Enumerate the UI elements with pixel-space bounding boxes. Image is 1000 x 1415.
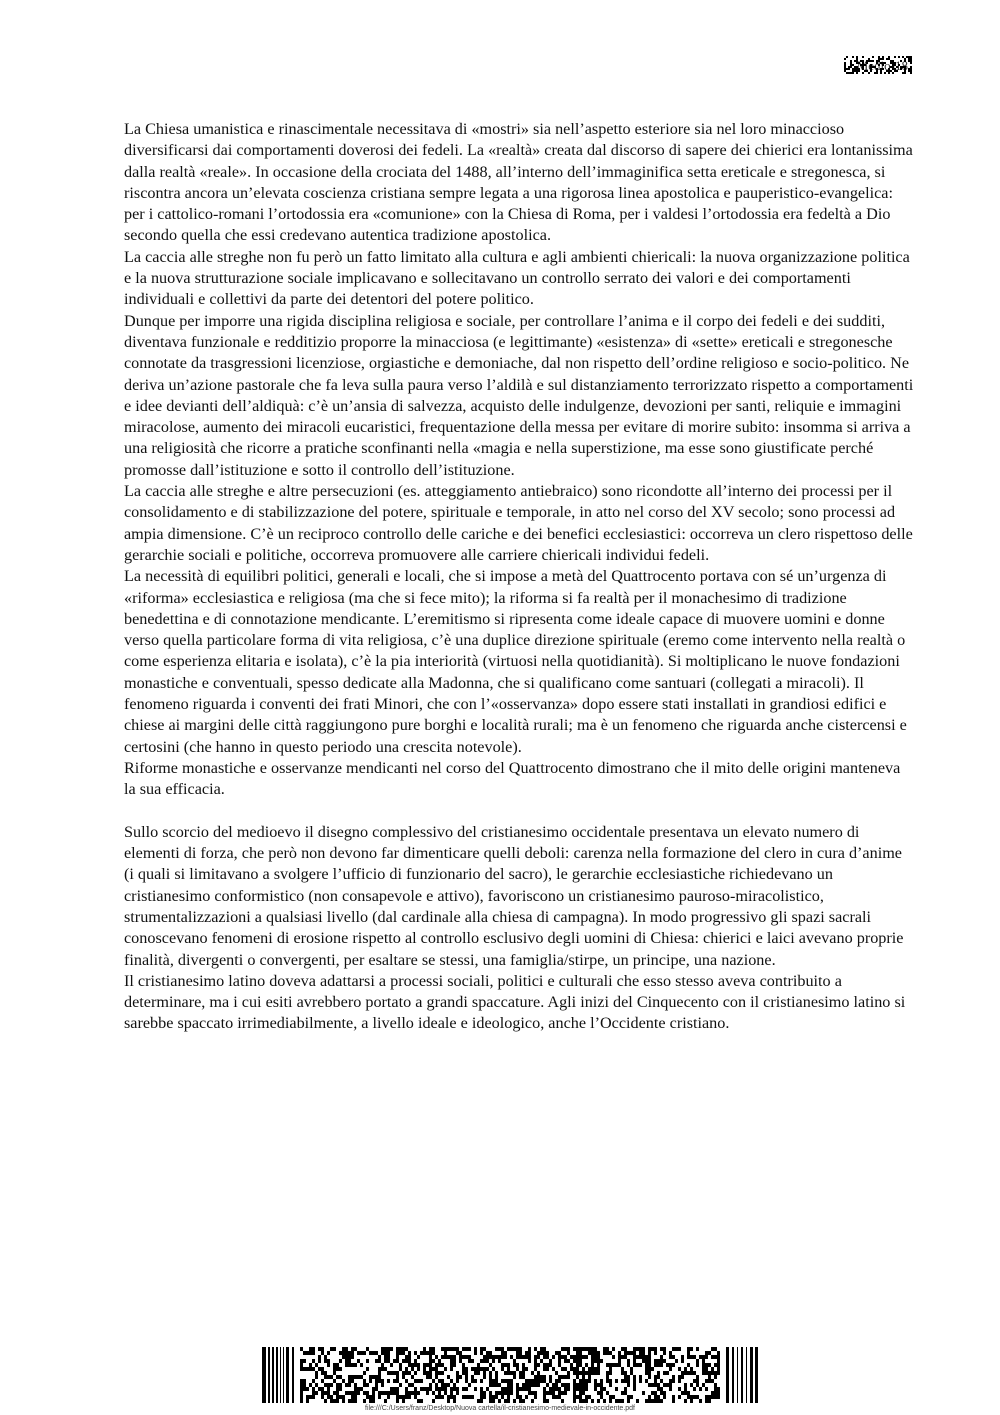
file-path: file:///C:/Users/franz/Desktop/Nuova cartella/il-cristianesimo-medievale-in-occidente.pdf — [365, 1405, 635, 1412]
document-body — [124, 119, 914, 1035]
paragraph: Dunque per imporre una rigida disciplina religiosa e sociale, per controllare l’anima e il corpo dei fedeli e dei sudditi, diventava funzionale e redditizio proporre la minacciosa (e legittimante) «esistenza» di «sette» ereticali e stregonesche connotate da trasgressioni licenziose, orgiastiche e demoniache, dal non rispetto dell’ordine religioso e socio-politico. Ne deriva un’azione pastorale che fa leva sulla paura verso l’aldilà e sul distanziamento terrorizzato rispetto a comportamenti e idee devianti dell’aldiquà: c’è un’ansia di salvezza, acquisto delle indulgenze, devozioni per santi, reliquie e immagini miracolose, aumento dei miracoli eucaristici, frequentazione della messa per evitare di morire subito: insomma si arriva a una religiosità che ricorre a pratiche sconfinanti nella «magia e nella superstizione, ma esse sono giustificate perché promosse dall’istituzione e sotto il controllo dell’istituzione. — [124, 311, 914, 479]
paragraph: La caccia alle streghe non fu però un fatto limitato alla cultura e agli ambienti chiericali: la nuova organizzazione politica e la nuova strutturazione sociale implicavano e sollecitavano un controllo serrato dei valori e dei comportamenti individuali e collettivi da parte dei detentori del potere politico. — [124, 247, 910, 309]
paragraph: Il cristianesimo latino doveva adattarsi a processi sociali, politici e culturali che esso stesso aveva contribuito a determinare, ma i cui esiti avrebbero portato a grandi spaccature. Agli inizi del Cinquecento con il cristianesimo latino si sarebbe spaccato irrimediabilmente, a livello ideale e ideologico, anche l’Occidente cristiano. — [124, 971, 906, 1033]
pdf417-barcode-icon — [262, 1347, 758, 1403]
paragraph: Riforme monastiche e osservanze mendicanti nel corso del Quattrocento dimostrano che il mito delle origini manteneva la sua efficacia. — [124, 758, 901, 799]
paragraph: La Chiesa umanistica e rinascimentale necessitava di «mostri» sia nell’aspetto esteriore sia nel loro minaccioso diversificarsi dai comportamenti doverosi dei fedeli. La «realtà» creata dal discorso di sapere dei chierici era lontanissima dalla realtà «reale». In occasione della crociata del 1488, all’interno dell’immaginifica setta ereticale e stregonesca, si riscontra ancora un’elevata coscienza cristiana sempre legata a una rigorosa linea apostolica e pauperistico-evangelica: per i cattolico-romani l’ortodossia era «comunione» con la Chiesa di Roma, per i valdesi l’ortodossia era fedeltà a Dio secondo quella che essi credevano autentica tradizione apostolica. — [124, 120, 913, 245]
paragraph: Sullo scorcio del medioevo il disegno complessivo del cristianesimo occidentale presentava un elevato numero di elementi di forza, che però non devono far dimenticare quelli deboli: carenza nella formazione del clero in cura d’anime (i quali si limitavano a svolgere l’ufficio di funzionario del sacro), le gerarchie ecclesiastiche richiedevano un cristianesimo conformistico (non consapevole e attivo), favoriscono un cristianesimo pauroso-miracolistico, strumentalizzazioni a qualsiasi livello (dal cardinale alla chiesa di campagna). In modo progressivo gli spazi sacrali conoscevano fenomeni di erosione rispetto al controllo esclusivo degli uomini di Chiesa: chierici e laici avevano proprie finalità, divergenti o convergenti, per esaltare se stessi, una famiglia/stirpe, un principe, una nazione. — [124, 822, 904, 969]
paragraph: La caccia alle streghe e altre persecuzioni (es. atteggiamento antiebraico) sono ricondotte all’interno dei processi per il consolidamento e di stabilizzazione del potere, spirituale e temporale, in atto nel corso del XV secolo; sono processi ad ampia dimensione. C’è un reciproco controllo delle cariche e dei benefici ecclesiastici: occorreva un clero rispettoso delle gerarchie sociali e politiche, occorreva promuovere alle carriere chiericali individui fedeli. — [124, 482, 913, 564]
paragraph: La necessità di equilibri politici, generali e locali, che si impose a metà del Quattrocento portava con sé un’urgenza di «riforma» ecclesiastica e religiosa (ma che si fece mito); la riforma si fa realtà per il monachesimo di tradizione benedettina e di connotazione mendicante. L’eremitismo si ripresenta come ideale capace di muovere uomini e donne verso quella particolare forma di vita religiosa, c’è una duplice direzione spirituale (eremo come intervento nella realtà o come esperienza elitaria e isolata), c’è la pia interiorità (virtuosi nella quotidianità). Si moltiplicano le nuove fondazioni monastiche e conventuali, spesso dedicate alla Madonna, che si qualificano come santuari (collegati a miracoli). Il fenomeno riguarda i conventi dei frati Minori, che con l’«osservanza» dopo essere stati installati in grandiosi edifici e chiese ai margini delle città raggiungono pure borghi e località rurali; ma è un fenomeno che riguarda anche cistercensi e certosini (che hanno in questo periodo una crescita notevole). — [124, 567, 907, 756]
header-label: Medio-18 — [856, 58, 908, 73]
